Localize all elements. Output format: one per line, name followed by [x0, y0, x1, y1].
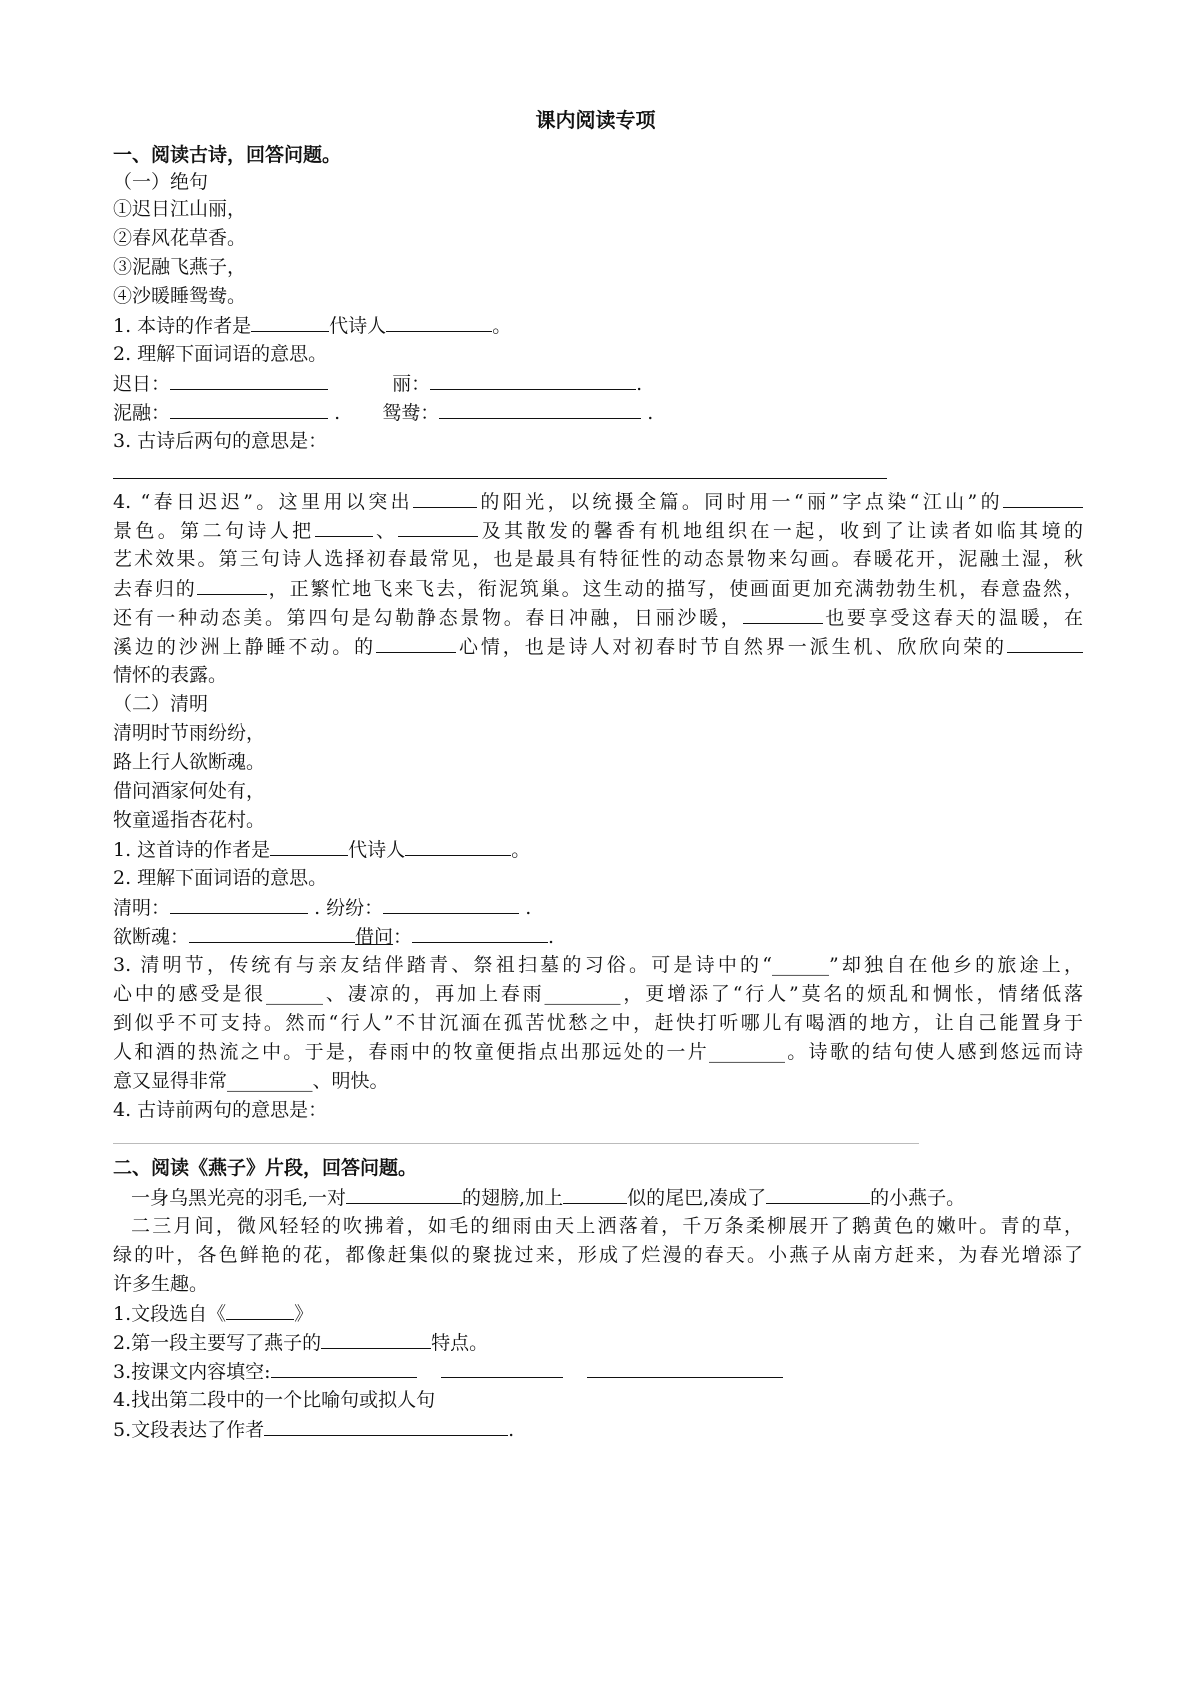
section2-heading: 二、阅读《燕子》片段，回答问题。 — [113, 1157, 418, 1179]
answer-line[interactable] — [113, 478, 887, 479]
answer-blank[interactable]: ________ — [708, 1041, 785, 1063]
answer-blank[interactable] — [251, 315, 329, 332]
poem1-question-3: 3. 古诗后两句的意思是： — [113, 430, 328, 452]
poem1-q4-line: 还有一种动态美。第四句是勾勒静态景物。春日冲融，日丽沙暖， 也要享受这春天的温暖，在 — [113, 607, 1083, 629]
poem1-q4-line: 4. “春日迟迟”。这里用以突出 的阳光，以统摄全篇。同时用一“丽”字点染“江山”的 — [113, 491, 1083, 512]
answer-blank[interactable] — [412, 926, 548, 943]
section2-paragraph-2: 许多生趣。 — [113, 1273, 209, 1295]
section2-paragraph-2: 二三月间，微风轻轻的吹拂着，如毛的细雨由天上洒落着，千万条柔柳展开了鹅黄色的嫩叶。青的草， — [131, 1215, 1083, 1237]
poem1-q4-line: 去春归的 ，正繁忙地飞来飞去，衔泥筑巢。这生动的描写，使画面更加充满勃勃生机，春意盎然， — [113, 578, 1083, 600]
section2-question-3: 3.按课文内容填空: — [113, 1361, 1083, 1382]
section2-question-2: 2.第一段主要写了燕子的 特点。 — [113, 1332, 489, 1354]
answer-blank[interactable] — [439, 402, 641, 419]
answer-blank[interactable] — [315, 520, 373, 537]
answer-blank[interactable] — [170, 402, 328, 419]
poem2-q3-line: 人和酒的热流之中。于是，春雨中的牧童便指点出那远处的一片________。诗歌的结句使人感到悠远而诗 — [113, 1041, 1083, 1063]
poem1-q4-line: 艺术效果。第三句诗人选择初春最常见，也是最具有特征性的动态景物来勾画。春暖花开，泥融土湿，秋 — [113, 548, 1083, 570]
answer-blank[interactable] — [270, 839, 348, 856]
section2-paragraph-2: 绿的叶，各色鲜艳的花，都像赶集似的聚拢过来，形成了烂漫的春天。小燕子从南方赶来，为春光增添了 — [113, 1244, 1083, 1266]
answer-blank[interactable]: ________ — [544, 983, 621, 1005]
answer-blank[interactable] — [405, 839, 511, 856]
poem2-question-2: 2. 理解下面词语的意思。 — [113, 867, 328, 889]
poem1-line: ③泥融飞燕子， — [113, 256, 247, 278]
answer-blank[interactable] — [346, 1187, 462, 1204]
answer-blank[interactable] — [271, 1361, 417, 1378]
poem1-q4-line: 溪边的沙洲上静睡不动。的 心情，也是诗人对初春时节自然界一派生机、欣欣向荣的 — [113, 636, 1083, 657]
poem2-line: 牧童遥指杏花村。 — [113, 809, 266, 831]
answer-blank[interactable] — [386, 315, 492, 332]
poem1-word-row-1: 迟日： 丽： . — [113, 373, 643, 395]
section2-paragraph-1: 一身乌黑光亮的羽毛,一对 的翅膀,加上 似的尾巴,凑成了 的小燕子。 — [131, 1187, 966, 1209]
answer-blank[interactable] — [170, 897, 308, 914]
answer-blank[interactable]: ______ — [266, 983, 324, 1005]
answer-blank[interactable] — [766, 1187, 870, 1204]
poem1-question-1: 1. 本诗的作者是 代诗人 。 — [113, 315, 512, 337]
poem2-q3-line: 3. 清明节，传统有与亲友结伴踏青、祭祖扫墓的习俗。可是诗中的“______”却独自在他乡的旅途上， — [113, 954, 1083, 976]
poem1-line: ①迟日江山丽， — [113, 198, 247, 220]
poem1-line: ④沙暖睡鸳鸯。 — [113, 285, 247, 307]
poem2-word-row-1: 清明： . 纷纷： . — [113, 897, 532, 919]
answer-blank[interactable] — [170, 373, 328, 390]
section2-question-5: 5.文段表达了作者 . — [113, 1419, 515, 1441]
poem2-question-4: 4. 古诗前两句的意思是： — [113, 1099, 328, 1121]
answer-blank[interactable] — [197, 578, 267, 595]
poem1-q4-line: 景色。第二句诗人把 、 及其散发的馨香有机地组织在一起，收到了让读者如临其境的 — [113, 520, 1083, 542]
poem2-q3-line: 到似乎不可支持。然而“行人”不甘沉湎在孤苦忧愁之中，赶快打听哪儿有喝酒的地方，让自己能置身于 — [113, 1012, 1083, 1034]
poem1-q4-line: 情怀的表露。 — [113, 664, 228, 686]
answer-blank[interactable] — [1003, 491, 1083, 508]
answer-blank[interactable] — [376, 636, 456, 653]
poem2-title: （二）清明 — [113, 693, 209, 715]
page-title: 课内阅读专项 — [535, 108, 656, 132]
poem2-question-1: 1. 这首诗的作者是 代诗人 。 — [113, 839, 531, 861]
answer-blank[interactable] — [189, 926, 355, 943]
answer-blank[interactable] — [383, 897, 519, 914]
poem2-q3-line: 意又显得非常_________、明快。 — [113, 1070, 389, 1092]
answer-blank[interactable]: _________ — [227, 1070, 313, 1092]
answer-blank[interactable] — [398, 520, 478, 537]
poem2-line: 借问酒家何处有， — [113, 780, 266, 802]
section2-question-1: 1.文段选自《 》 — [113, 1303, 314, 1325]
answer-blank[interactable] — [563, 1187, 627, 1204]
section1-heading: 一、阅读古诗，回答问题。 — [113, 144, 342, 166]
poem1-word-row-2: 泥融： . 鸳鸯： . — [113, 402, 654, 424]
answer-line[interactable] — [113, 1143, 919, 1144]
answer-blank[interactable] — [441, 1361, 563, 1378]
poem2-q3-line: 心中的感受是很______、凄凉的，再加上春雨________，更增添了“行人”莫名的烦乱和惆怅，情绪低落 — [113, 983, 1083, 1005]
answer-blank[interactable] — [430, 373, 636, 390]
answer-blank[interactable] — [321, 1332, 431, 1349]
poem2-line: 路上行人欲断魂。 — [113, 751, 266, 773]
section2-question-4: 4.找出第二段中的一个比喻句或拟人句 — [113, 1389, 436, 1411]
poem2-line: 清明时节雨纷纷， — [113, 722, 266, 744]
answer-blank[interactable] — [1007, 636, 1083, 653]
poem1-line: ②春风花草香。 — [113, 227, 247, 249]
answer-blank[interactable] — [226, 1303, 294, 1320]
poem1-title: （一）绝句 — [113, 171, 209, 193]
answer-blank[interactable] — [743, 607, 823, 624]
answer-blank[interactable] — [587, 1361, 783, 1378]
poem1-question-2: 2. 理解下面词语的意思。 — [113, 343, 328, 365]
answer-blank[interactable] — [413, 491, 477, 508]
answer-blank[interactable]: ______ — [771, 954, 829, 976]
poem2-word-row-2: 欲断魂： 借问： . — [113, 926, 555, 948]
answer-blank[interactable] — [264, 1419, 508, 1436]
